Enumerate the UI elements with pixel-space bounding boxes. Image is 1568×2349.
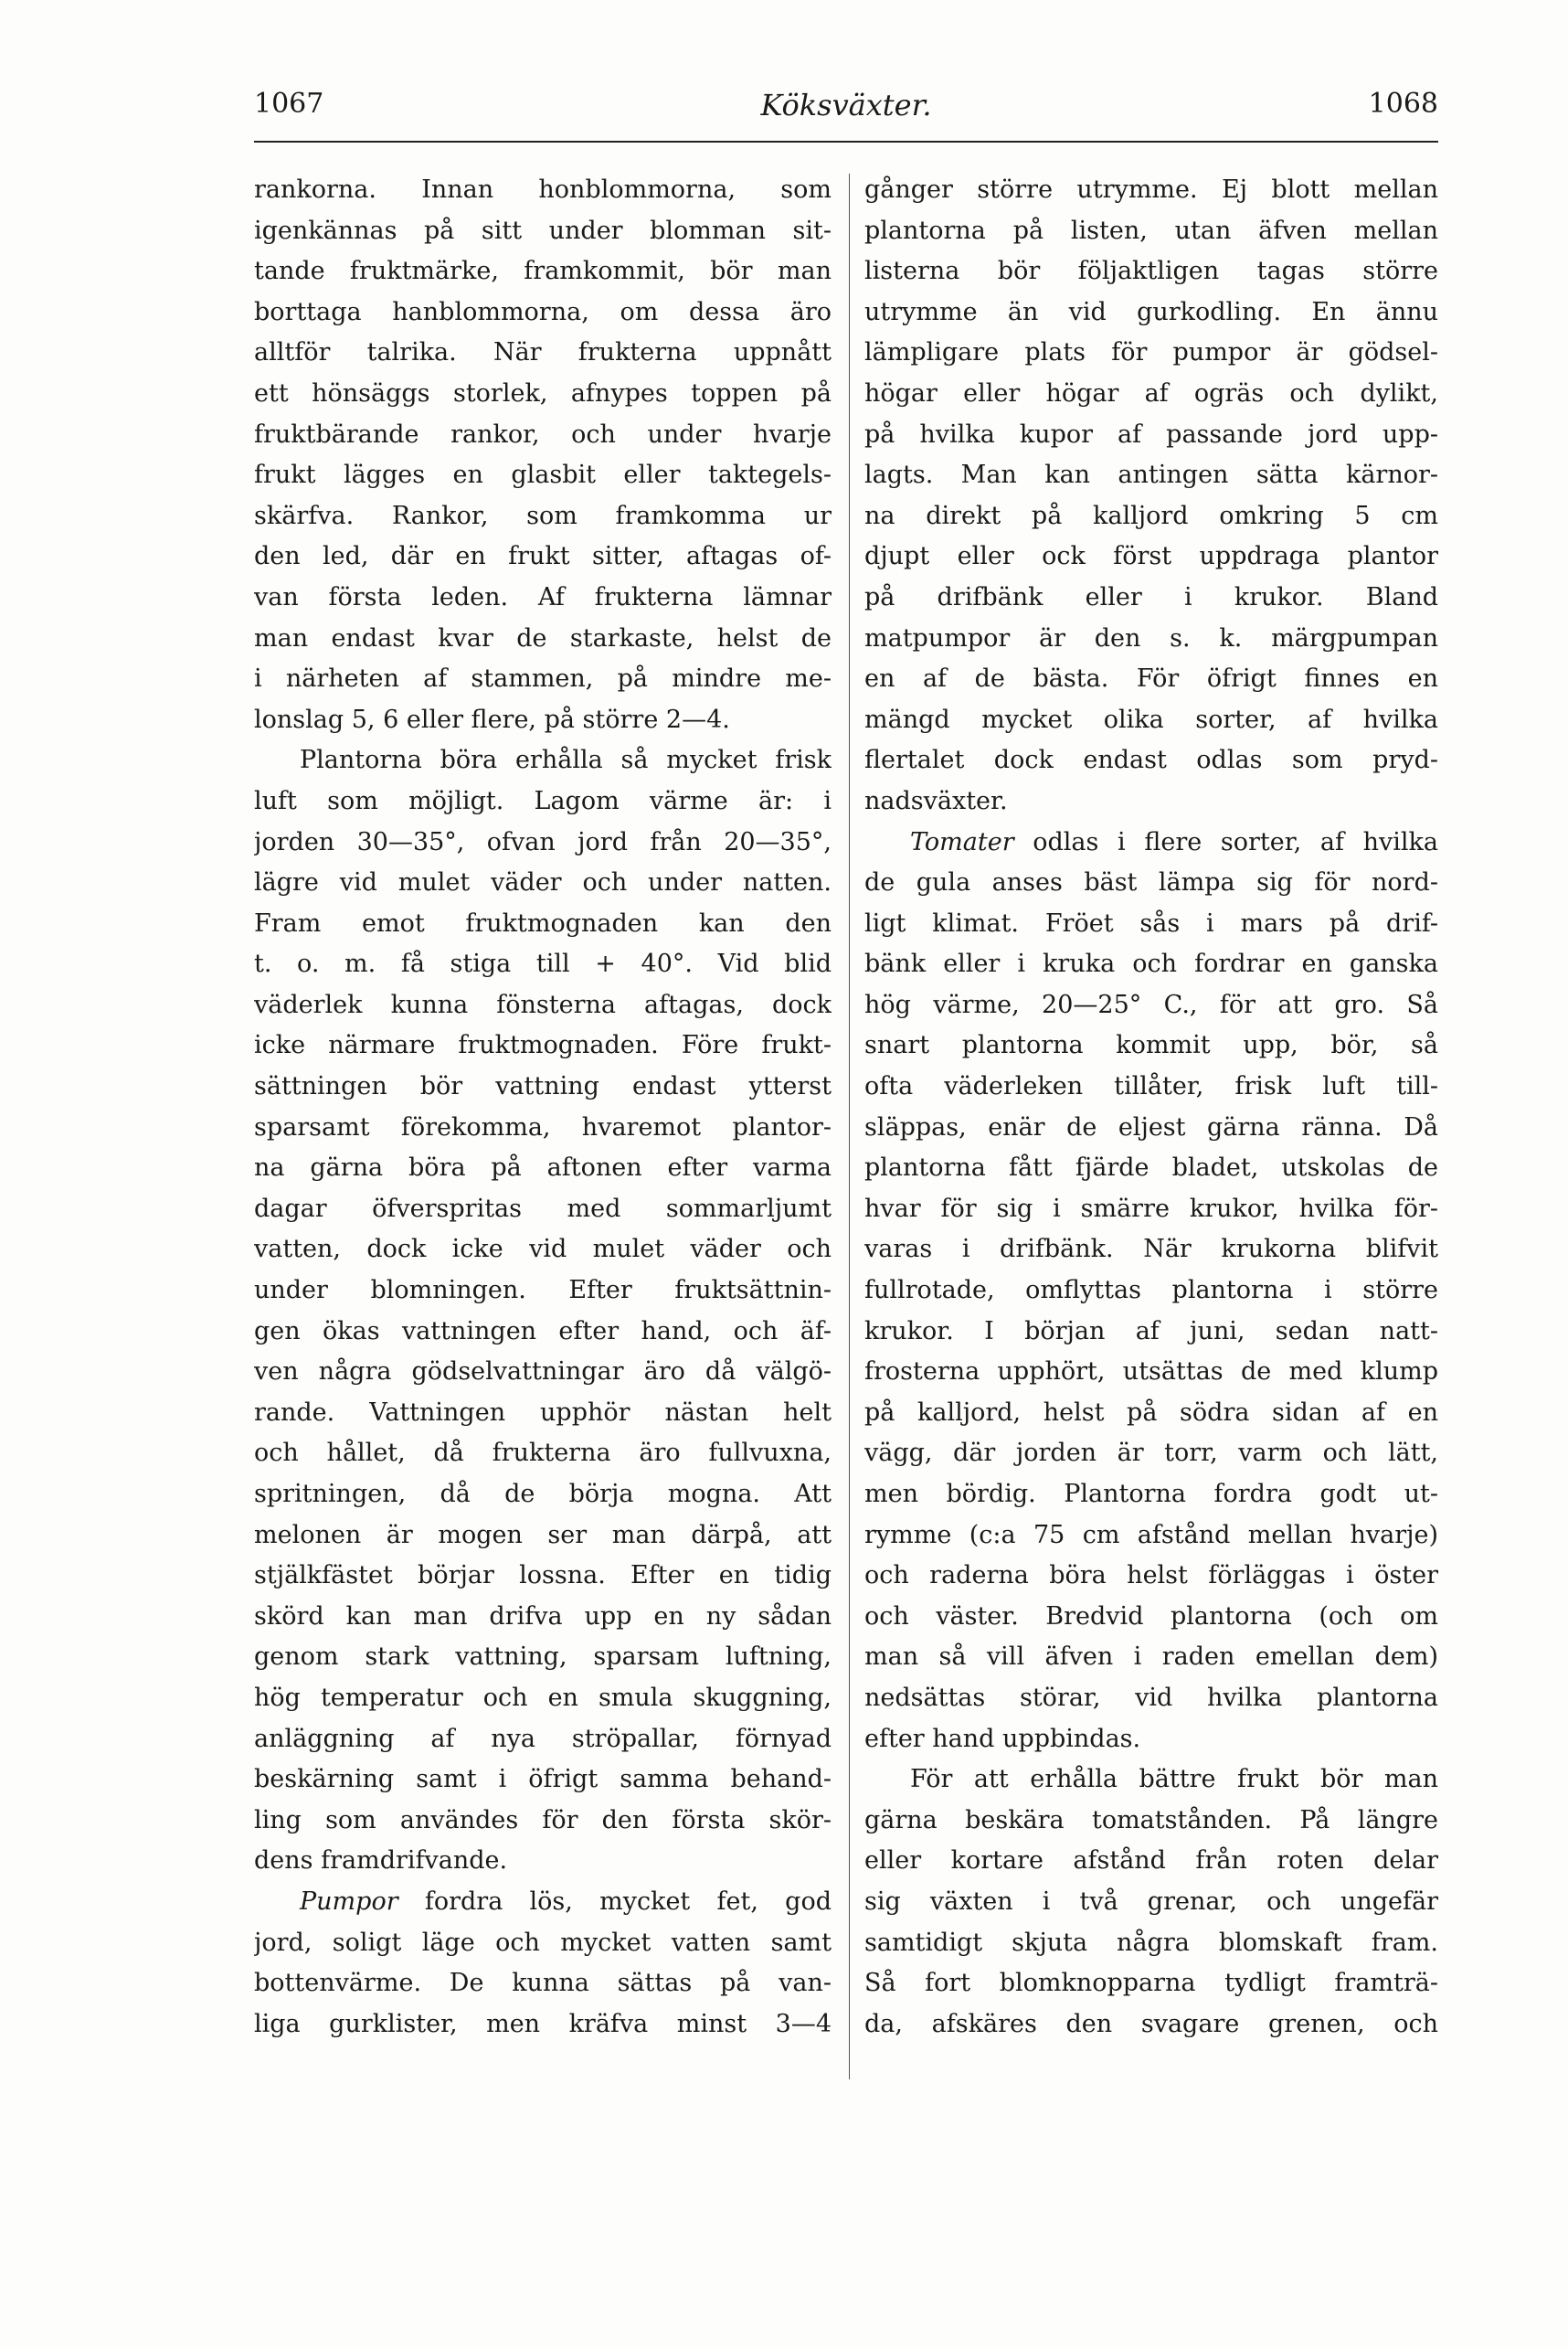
italic-term: Tomater xyxy=(910,827,1014,856)
text-line: liga gurklister, men kräfva minst 3—4 xyxy=(254,2009,832,2038)
text-line: på drifbänk eller i krukor. Bland xyxy=(864,582,1438,611)
text-line: listerna bör följaktligen tagas större xyxy=(864,257,1438,286)
text-line: lägre vid mulet väder och under natten. xyxy=(254,868,832,898)
text-line: hög värme, 20—25° C., för att gro. Så xyxy=(864,990,1438,1019)
text-line: släppas, enär de eljest gärna ränna. Då xyxy=(864,1112,1438,1142)
text-line: fruktbärande rankor, och under hvarje xyxy=(254,420,832,449)
text-line: gärna beskära tomatstånden. På längre xyxy=(864,1805,1438,1834)
left-column xyxy=(254,170,832,2099)
line-text: odlas i flere sorter, af hvilka xyxy=(1013,827,1438,856)
text-line: vatten, dock icke vid mulet väder och xyxy=(254,1235,832,1264)
text-line: borttaga hanblommorna, om dessa äro xyxy=(254,297,832,326)
text-line: ling som användes för den första skör- xyxy=(254,1805,832,1834)
text-line: snart plantorna kommit upp, bör, så xyxy=(864,1031,1438,1060)
text-line: bottenvärme. De kunna sättas på van- xyxy=(254,1969,832,1998)
text-line: på hvilka kupor af passande jord upp- xyxy=(864,420,1438,449)
text-line: tande fruktmärke, framkommit, bör man xyxy=(254,257,832,286)
text-line: väderlek kunna fönsterna aftagas, dock xyxy=(254,990,832,1019)
right-column xyxy=(864,170,1438,2099)
text-line: För att erhålla bättre frukt bör man xyxy=(910,1765,1438,1794)
text-line: samtidigt skjuta några blomskaft fram. xyxy=(864,1928,1438,1957)
column-divider xyxy=(849,174,850,2079)
text-line: hvar för sig i smärre krukor, hvilka för- xyxy=(864,1194,1438,1223)
text-line: vägg, där jorden är torr, varm och lätt, xyxy=(864,1439,1438,1468)
text-line: nedsättas störar, vid hvilka plantorna xyxy=(864,1683,1438,1712)
text-line: utrymme än vid gurkodling. En ännu xyxy=(864,297,1438,326)
text-line: en af de bästa. För öfrigt finnes en xyxy=(864,664,1438,694)
text-line: den led, där en frukt sitter, aftagas of- xyxy=(254,542,832,571)
italic-term: Pumpor xyxy=(300,1887,398,1916)
text-line: jord, soligt läge och mycket vatten samt xyxy=(254,1928,832,1957)
text-line: Så fort blomknopparna tydligt framträ- xyxy=(864,1969,1438,1998)
text-line: skörd kan man drifva upp en ny sådan xyxy=(254,1601,832,1631)
text-line: eller kortare afstånd från roten delar xyxy=(864,1846,1438,1876)
text-line: spritningen, då de börja mogna. Att xyxy=(254,1480,832,1508)
text-line: alltför talrika. När frukterna uppnått xyxy=(254,338,832,367)
text-line: och hållet, då frukterna äro fullvuxna, xyxy=(254,1439,832,1468)
text-line: djupt eller ock först uppdraga plantor xyxy=(864,542,1438,571)
text-line: sig växten i två grenar, och ungefär xyxy=(864,1887,1438,1916)
text-line: igenkännas på sitt under blomman sit- xyxy=(254,216,832,245)
text-line: på kalljord, helst på södra sidan af en xyxy=(864,1398,1438,1427)
text-line: na gärna böra på aftonen efter varma xyxy=(254,1153,832,1183)
text-line: de gula anses bäst lämpa sig för nord- xyxy=(864,868,1438,898)
text-line: mängd mycket olika sorter, af hvilka xyxy=(864,705,1438,734)
text-line: frukt lägges en glasbit eller taktegels- xyxy=(254,461,832,490)
text-line: men bördig. Plantorna fordra godt ut- xyxy=(864,1480,1438,1508)
line-text: fordra lös, mycket fet, god xyxy=(397,1887,832,1916)
header-rule xyxy=(254,141,1438,143)
text-line xyxy=(864,823,1438,864)
text-line: frosterna upphört, utsättas de med klump xyxy=(864,1357,1438,1387)
left-page-number: 1067 xyxy=(254,88,324,120)
text-line: man så vill äfven i raden emellan dem) xyxy=(864,1642,1438,1672)
running-title: Köksväxter. xyxy=(760,88,932,122)
text-line: lämpligare plats för pumpor är gödsel- xyxy=(864,338,1438,367)
text-line: skärfva. Rankor, som framkomma ur xyxy=(254,501,832,530)
text-line: ligt klimat. Fröet sås i mars på drif- xyxy=(864,909,1438,938)
text-line: t. o. m. få stiga till + 40°. Vid blid xyxy=(254,950,832,979)
text-line: anläggning af nya ströpallar, förnyad xyxy=(254,1724,832,1753)
text-line: na direkt på kalljord omkring 5 cm xyxy=(864,501,1438,530)
text-line: hög temperatur och en smula skuggning, xyxy=(254,1683,832,1712)
text-line: under blomningen. Efter fruktsättnin- xyxy=(254,1276,832,1305)
text-line: varas i drifbänk. När krukorna blifvit xyxy=(864,1235,1438,1264)
text-line: matpumpor är den s. k. märgpumpan xyxy=(864,623,1438,653)
text-line: lagts. Man kan antingen sätta kärnor- xyxy=(864,461,1438,490)
text-line: i närheten af stammen, på mindre me- xyxy=(254,664,832,694)
text-line: dagar öfverspritas med sommarljumt xyxy=(254,1194,832,1223)
text-line: efter hand uppbindas. xyxy=(864,1724,1141,1753)
text-line: gen ökas vattningen efter hand, och äf- xyxy=(254,1316,832,1345)
text-line: och väster. Bredvid plantorna (och om xyxy=(864,1601,1438,1631)
text-line: krukor. I början af juni, sedan natt- xyxy=(864,1316,1438,1345)
text-line: genom stark vattning, sparsam luftning, xyxy=(254,1642,832,1672)
text-line: gånger större utrymme. Ej blott mellan xyxy=(864,175,1438,204)
text-line: icke närmare fruktmognaden. Före frukt- xyxy=(254,1031,832,1060)
text-line: nadsväxter. xyxy=(864,786,1008,815)
text-line: stjälkfästet börjar lossna. Efter en tidig xyxy=(254,1561,832,1590)
text-line: sättningen bör vattning endast ytterst xyxy=(254,1072,832,1101)
text-line: da, afskäres den svagare grenen, och xyxy=(864,2009,1438,2038)
text-line: fullrotade, omflyttas plantorna i större xyxy=(864,1276,1438,1305)
text-line: man endast kvar de starkaste, helst de xyxy=(254,623,832,653)
text-line: dens framdrifvande. xyxy=(254,1846,508,1876)
text-line: melonen är mogen ser man därpå, att xyxy=(254,1520,832,1549)
text-line: lonslag 5, 6 eller flere, på större 2—4. xyxy=(254,705,730,734)
text-line: rymme (c:a 75 cm afstånd mellan hvarje) xyxy=(864,1520,1438,1549)
text-line: plantorna på listen, utan äfven mellan xyxy=(864,216,1438,245)
text-line: rande. Vattningen upphör nästan helt xyxy=(254,1398,832,1427)
text-line: bänk eller i kruka och fordrar en ganska xyxy=(864,950,1438,979)
right-page-number: 1068 xyxy=(1368,88,1438,120)
text-line: ofta väderleken tillåter, frisk luft till- xyxy=(864,1072,1438,1101)
text-line: jorden 30—35°, ofvan jord från 20—35°, xyxy=(254,827,832,856)
text-line: ven några gödselvattningar äro då välgö- xyxy=(254,1357,832,1387)
text-line: och raderna böra helst förläggas i öster xyxy=(864,1561,1438,1590)
text-line: van första leden. Af frukterna lämnar xyxy=(254,582,832,611)
text-line: flertalet dock endast odlas som pryd- xyxy=(864,746,1438,775)
page-header xyxy=(254,88,1438,139)
text-line: Fram emot fruktmognaden kan den xyxy=(254,909,832,938)
text-line: ett hönsäggs storlek, afnypes toppen på xyxy=(254,378,832,408)
text-line xyxy=(254,1882,832,1923)
text-line: högar eller högar af ogräs och dylikt, xyxy=(864,378,1438,408)
text-line: plantorna fått fjärde bladet, utskolas de xyxy=(864,1153,1438,1183)
text-line: sparsamt förekomma, hvaremot plantor- xyxy=(254,1112,832,1142)
text-line: rankorna. Innan honblommorna, som xyxy=(254,175,832,204)
text-line: luft som möjligt. Lagom värme är: i xyxy=(254,786,832,815)
text-line: beskärning samt i öfrigt samma behand- xyxy=(254,1765,832,1794)
text-line: Plantorna böra erhålla så mycket frisk xyxy=(300,746,832,775)
